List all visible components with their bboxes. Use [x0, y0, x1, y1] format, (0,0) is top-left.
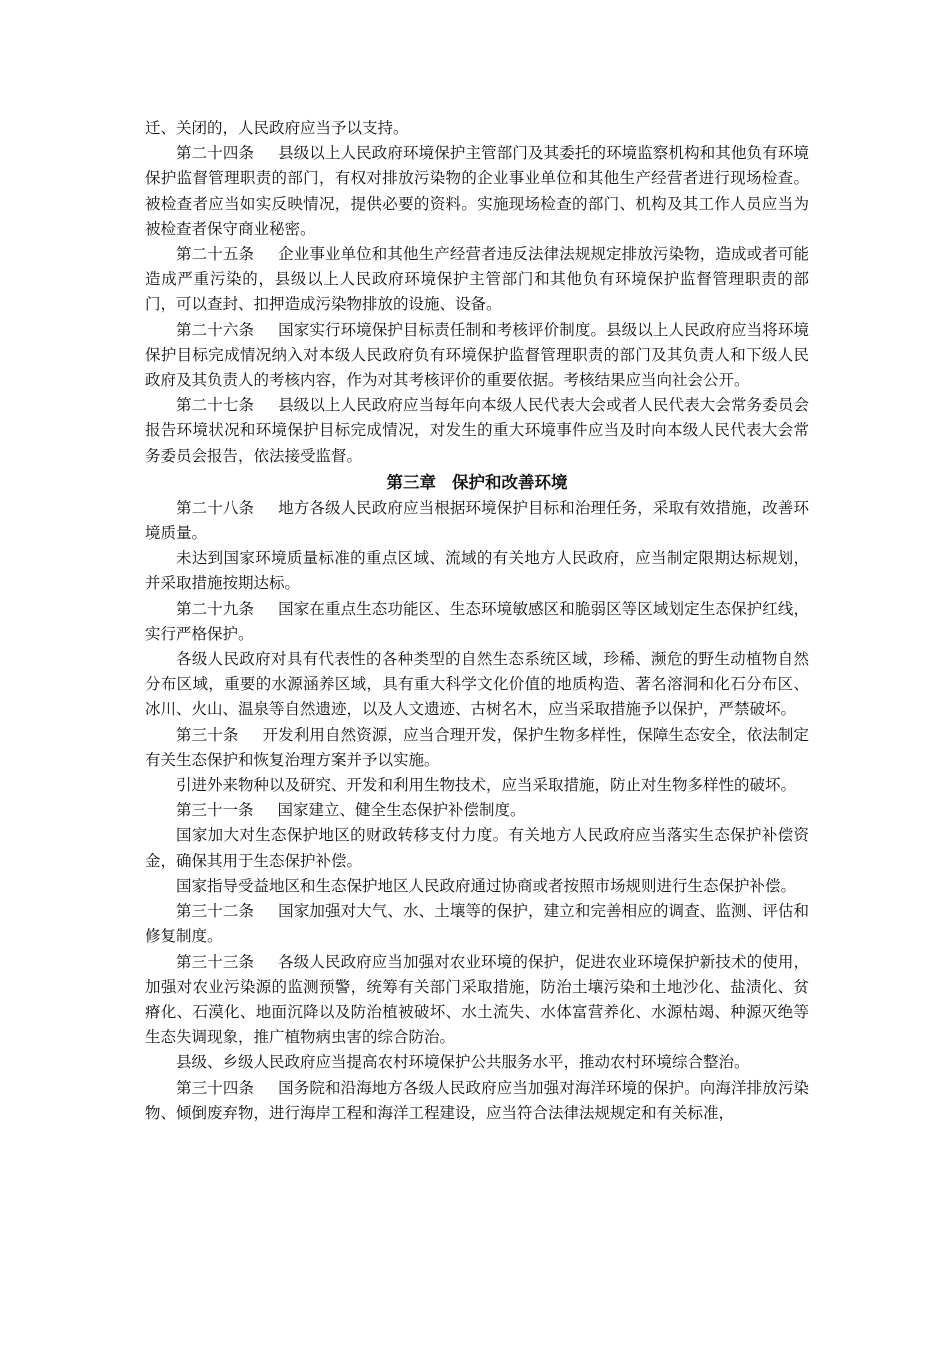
- paragraph: 各级人民政府对具有代表性的各种类型的自然生态系统区域，珍稀、濒危的野生动植物自然分布区域，重要的水源涵养区域，具有重大科学文化价值的地质构造、著名溶洞和化石分布区、冰川、火山、温泉等自然遗迹，以及人文遗迹、古树名木，应当采取措施予以保护，严禁破坏。: [145, 650, 809, 719]
- article-34: [145, 1076, 809, 1126]
- article-number: 第三十三条: [176, 952, 255, 971]
- article-27: [145, 393, 809, 469]
- article-number: 第三十条: [176, 725, 239, 744]
- paragraph: 国家加大对生态保护地区的财政转移支付力度。有关地方人民政府应当落实生态保护补偿资金，确保其用于生态保护补偿。: [145, 826, 809, 870]
- continuation-paragraph: 迁、关闭的，人民政府应当予以支持。: [145, 119, 409, 137]
- article-32: [145, 899, 809, 949]
- article-30: [145, 723, 809, 773]
- article-text: 县级以上人民政府环境保护主管部门及其委托的环境监察机构和其他负有环境保护监督管理职责的部门，有权对排放污染物的企业事业单位和其他生产经营者进行现场检查。被检查者应当如实反映情况，提供必要的资料。实施现场检查的部门、机构及其工作人员应当为被检查者保守商业秘密。: [145, 144, 809, 238]
- article-number: 第三十二条: [176, 902, 255, 921]
- article-24: [145, 141, 809, 242]
- chapter-heading: [145, 469, 809, 496]
- article-number: 第三十四条: [176, 1078, 255, 1097]
- article-text: 开发利用自然资源，应当合理开发，保护生物多样性，保障生态安全，依法制定有关生态保护和恢复治理方案并予以实施。: [145, 725, 809, 769]
- article-26: [145, 318, 809, 394]
- article-number: 第二十六条: [176, 320, 255, 339]
- article-text: 国家加强对大气、水、土壤等的保护，建立和完善相应的调查、监测、评估和修复制度。: [145, 902, 809, 946]
- article-text: 企业事业单位和其他生产经营者违反法律法规规定排放污染物，造成或者可能造成严重污染的，县级以上人民政府环境保护主管部门和其他负有环境保护监督管理职责的部门，可以查封、扣押造成污染物排放的设施、设备。: [145, 245, 809, 314]
- article-text: 县级以上人民政府应当每年向本级人民代表大会或者人民代表大会常务委员会报告环境状况和环境保护目标完成情况，对发生的重大环境事件应当及时向本级人民代表大会常务委员会报告，依法接受监督。: [145, 396, 809, 465]
- article-28: [145, 496, 809, 546]
- article-text: 国家建立、健全生态保护补偿制度。: [277, 801, 526, 820]
- article-text: 国家在重点生态功能区、生态环境敏感区和脆弱区等区域划定生态保护红线，实行严格保护。: [145, 599, 809, 643]
- article-31: [145, 798, 809, 823]
- article-text: 国务院和沿海地方各级人民政府应当加强对海洋环境的保护。向海洋排放污染物、倾倒废弃物，进行海岸工程和海洋工程建设，应当符合法律法规规定和有关标准，: [145, 1078, 809, 1122]
- article-number: 第三十一条: [176, 801, 254, 820]
- chapter-title: 保护和改善环境: [452, 472, 568, 492]
- paragraph: 县级、乡级人民政府应当提高农村环境保护公共服务水平，推动农村环境综合整治。: [176, 1053, 750, 1072]
- article-number: 第二十五条: [176, 245, 255, 264]
- article-number: 第二十九条: [176, 599, 255, 618]
- article-text: 地方各级人民政府应当根据环境保护目标和治理任务，采取有效措施，改善环境质量。: [145, 498, 809, 543]
- article-text: 国家实行环境保护目标责任制和考核评价制度。县级以上人民政府应当将环境保护目标完成情况纳入对本级人民政府负有环境保护监督管理职责的部门及其负责人和下级人民政府及其负责人的考核内容，作为对其考核评价的重要依据。考核结果应当向社会公开。: [145, 320, 809, 390]
- paragraph: 未达到国家环境质量标准的重点区域、流域的有关地方人民政府，应当制定限期达标规划，并采取措施按期达标。: [145, 549, 809, 593]
- article-29: [145, 597, 809, 647]
- article-number: 第二十八条: [176, 498, 255, 517]
- paragraph: 国家指导受益地区和生态保护地区人民政府通过协商或者按照市场规则进行生态保护补偿。: [176, 876, 797, 895]
- chapter-number: 第三章: [386, 472, 436, 492]
- article-number: 第二十四条: [176, 144, 255, 163]
- paragraph: 引进外来物种以及研究、开发和利用生物技术，应当采取措施，防止对生物多样性的破坏。: [176, 776, 797, 795]
- article-25: [145, 242, 809, 318]
- article-text: 各级人民政府应当加强对农业环境的保护，促进农业环境保护新技术的使用，加强对农业污染源的监测预警，统筹有关部门采取措施，防治土壤污染和土地沙化、盐渍化、贫瘠化、石漠化、地面沉降以及防治植被破坏、水土流失、水体富营养化、水源枯竭、种源灭绝等生态失调现象，推广植物病虫害的综合防治。: [145, 952, 809, 1047]
- article-number: 第二十七条: [176, 396, 255, 415]
- article-33: [145, 950, 809, 1051]
- document-page: [145, 116, 809, 1126]
